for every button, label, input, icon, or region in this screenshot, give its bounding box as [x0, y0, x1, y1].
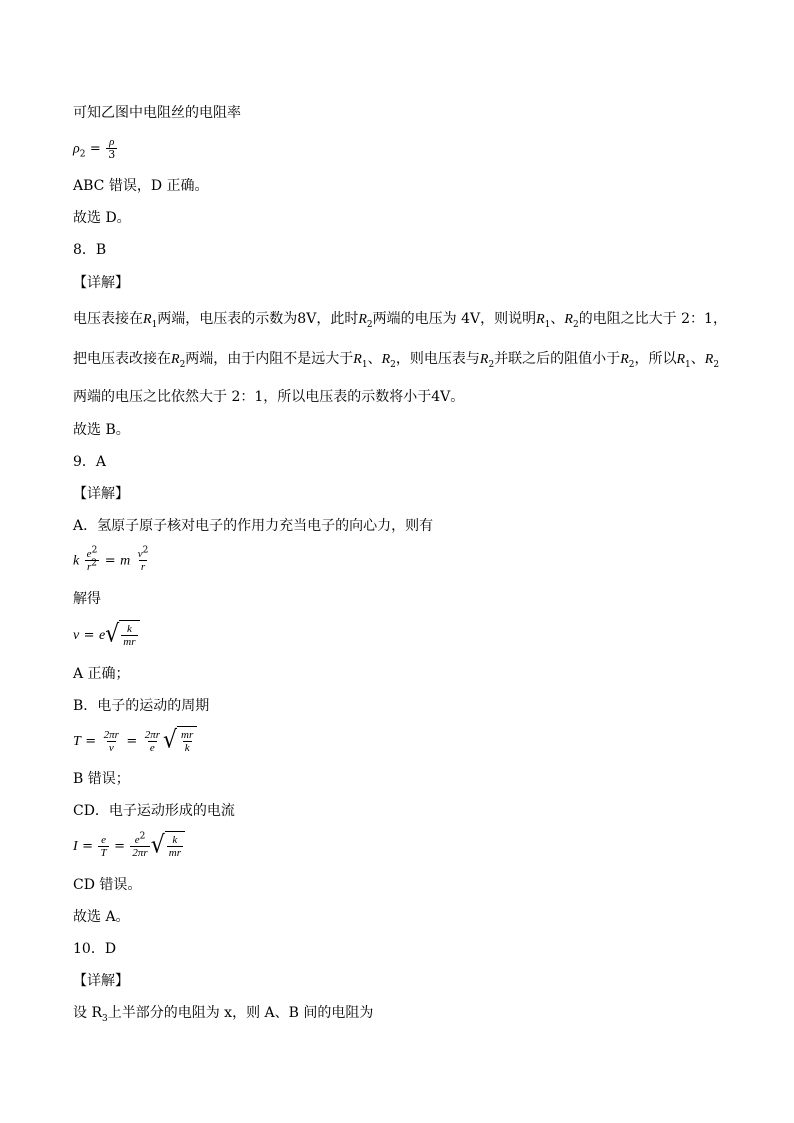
text-line: 把电压表改接在$R_2$两端，由于内阻不是远大于$R_1$、$R_2$，则电压表与$R_2$并联之后的阻值小于$R_2$，所以$R_1$、$R_2$	[73, 351, 720, 370]
formula-current: I = $\frac{e}{T}$ = $\frac{e^2}{2\pi r}$ √ $\frac{k}{mr}$	[73, 831, 185, 861]
section-heading: 【详解】	[73, 275, 129, 291]
answer-number: 8．B	[73, 242, 107, 258]
fraction: $\frac{e^2}{2\pi r}$	[132, 830, 148, 859]
answer-number: 10．D	[73, 941, 117, 957]
square-root: √ $\frac{k}{mr}$	[151, 831, 185, 861]
fraction: $\frac{e}{T}$	[100, 833, 107, 859]
fraction: $\frac{k}{mr}$	[123, 623, 136, 648]
text-line: B 错误；	[73, 771, 130, 787]
text-line: 两端的电压之比依然大于 2：1，所以电压表的示数将小于4V。	[73, 389, 465, 405]
fraction: $\frac{\rho}{3}$	[108, 136, 116, 161]
text-line: 故选 D。	[73, 210, 131, 226]
section-heading: 【详解】	[73, 973, 129, 989]
text-line: 电压表接在$R_1$两端，电压表的示数为8V，此时$R_2$两端的电压为 4V，则说明$R_1$、$R_2$的电阻之比大于 2：1，	[73, 311, 727, 330]
fraction: $\frac{v^2}{r}$	[137, 545, 149, 573]
formula-rho2: $\rho_2$ = $\frac{\rho}{3}$	[73, 136, 116, 161]
text-line: 解得	[73, 591, 101, 607]
text-line: A．氢原子原子核对电子的作用力充当电子的向心力，则有	[73, 518, 434, 534]
text-line: A 正确；	[73, 666, 130, 682]
answer-number: 9．A	[73, 454, 107, 470]
text-line: B．电子的运动的周期	[73, 698, 210, 714]
formula-velocity: v = e √ $\frac{k}{mr}$	[73, 620, 140, 650]
formula-period: T = $\frac{2\pi r}{v}$ = $\frac{2\pi r}{e}$ √ $\frac{mr}{k}$	[73, 726, 197, 756]
text-line: 可知乙图中电阻丝的电阻率	[73, 105, 241, 121]
fraction: $\frac{k}{mr}$	[168, 834, 181, 859]
square-root: √ $\frac{k}{mr}$	[105, 620, 139, 650]
section-heading: 【详解】	[73, 486, 129, 502]
math-symbol: ρ	[73, 141, 80, 157]
formula-coulomb-centripetal: k $\frac{e^2}{r^2}$ = m $\frac{v^2}{r}$	[73, 545, 149, 573]
text-line: ABC 错误，D 正确。	[73, 178, 209, 194]
fraction: $\frac{e^2}{r^2}$	[86, 545, 98, 573]
text-line: CD．电子运动形成的电流	[73, 803, 235, 819]
text-line: 故选 A。	[73, 909, 130, 925]
square-root: √ $\frac{mr}{k}$	[163, 726, 197, 756]
text-line: 设 $R_3$上半部分的电阻为 x，则 A、B 间的电阻为	[73, 1005, 374, 1024]
fraction: $\frac{mr}{k}$	[181, 729, 194, 754]
text-line: CD 错误。	[73, 877, 142, 893]
fraction: $\frac{2\pi r}{e}$	[144, 728, 161, 754]
fraction: $\frac{2\pi r}{v}$	[103, 728, 119, 754]
text-line: 故选 B。	[73, 422, 130, 438]
